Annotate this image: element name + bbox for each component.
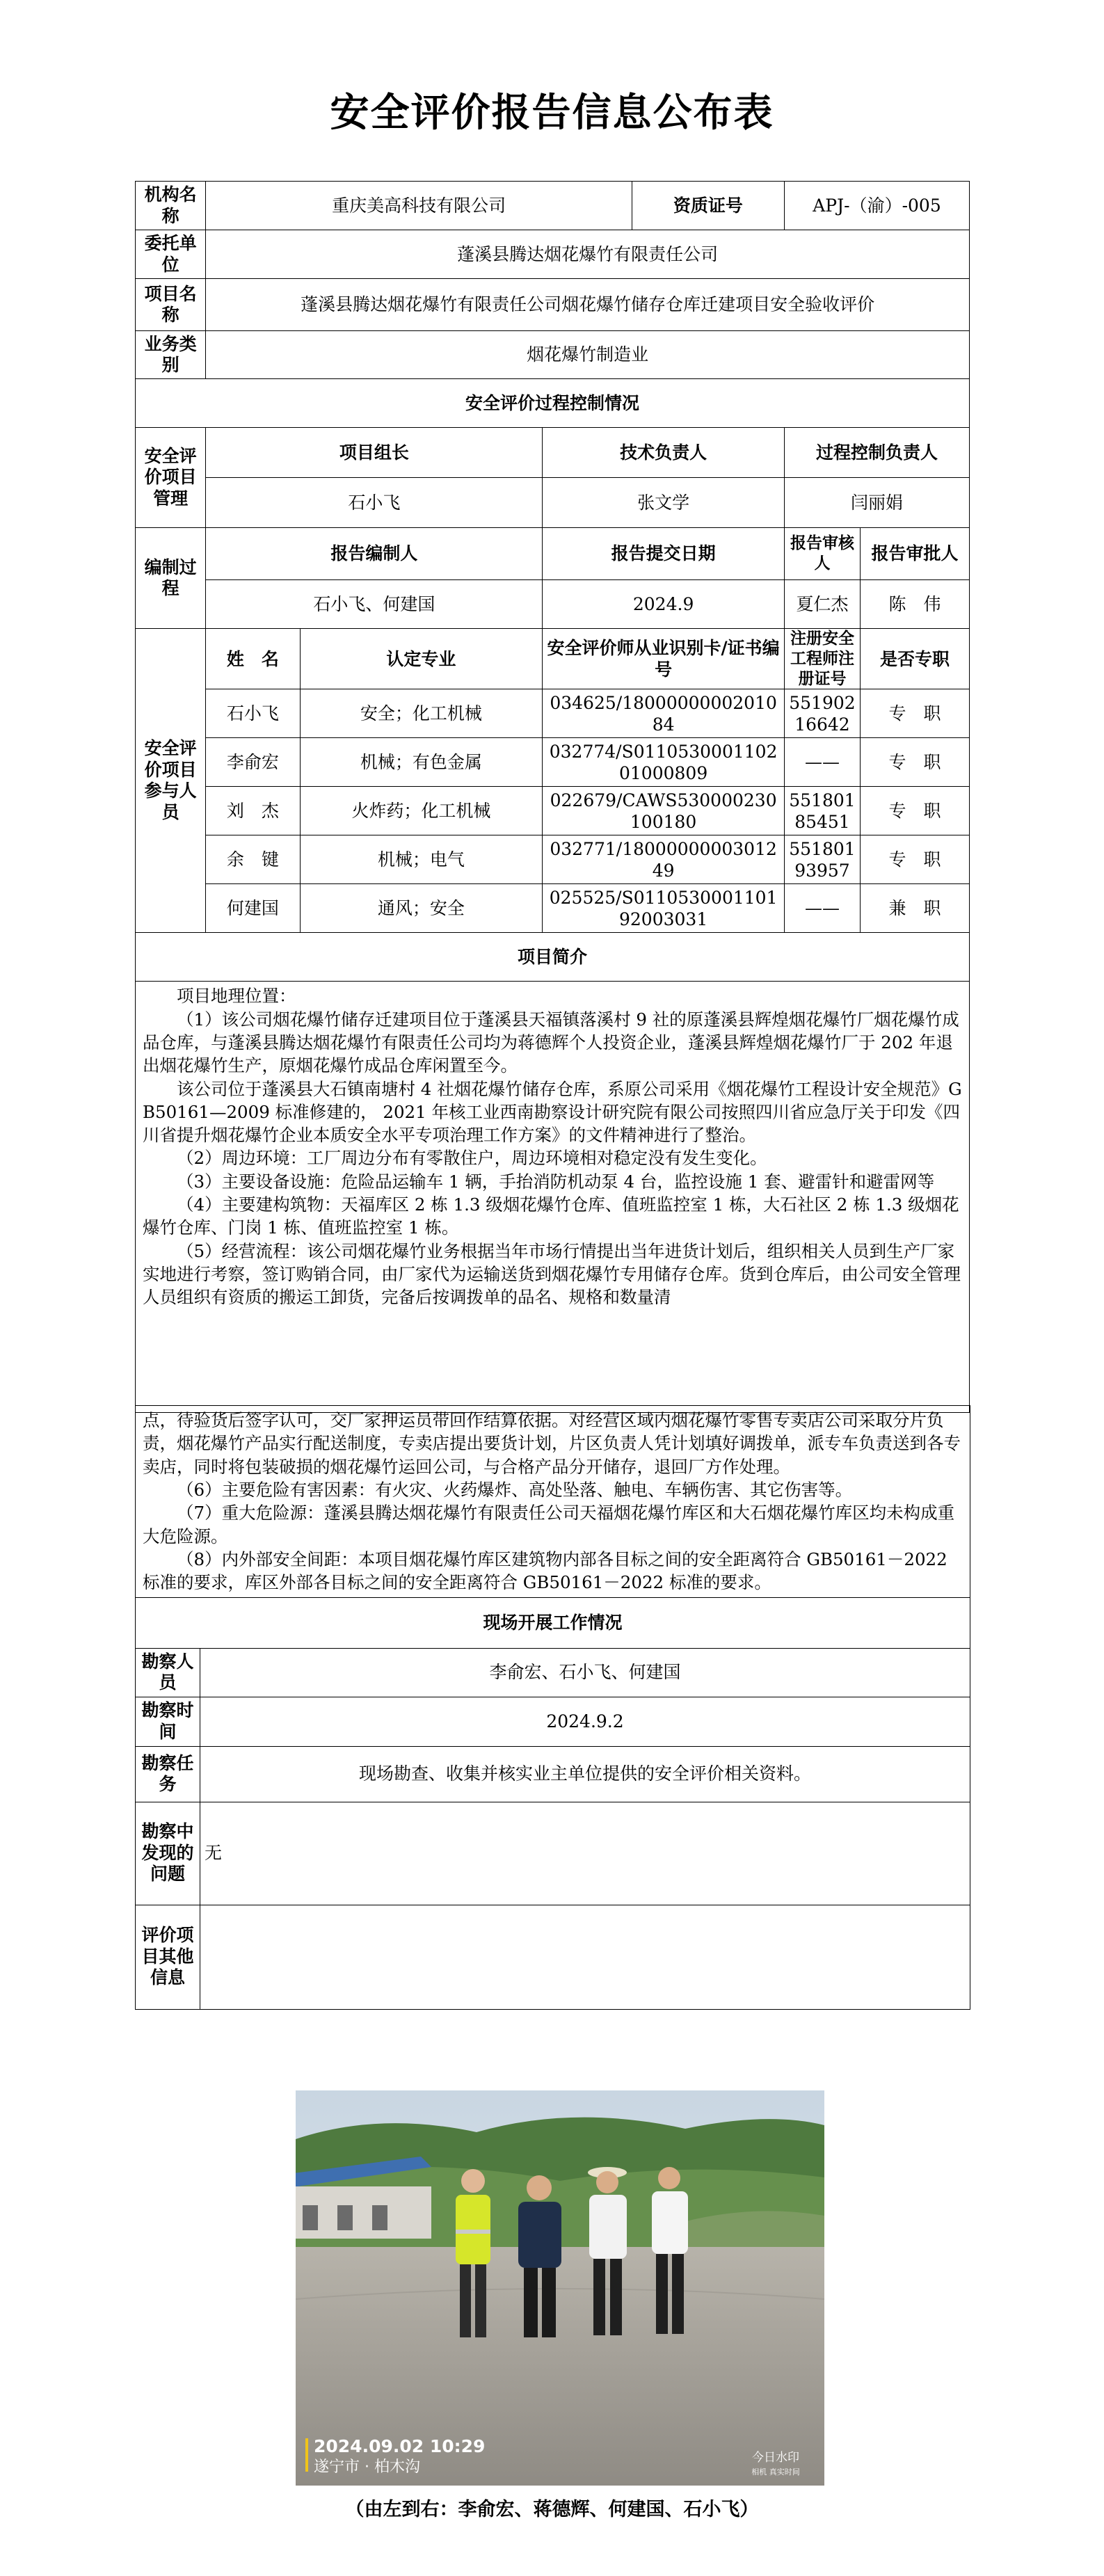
leader-value: 石小飞 <box>206 478 543 528</box>
business-label: 业务类别 <box>136 331 206 379</box>
client-value: 蓬溪县腾达烟花爆竹有限责任公司 <box>206 230 970 279</box>
participants-label: 安全评价项目参与人员 <box>136 629 206 933</box>
business-value: 烟花爆竹制造业 <box>206 331 970 379</box>
intro-paragraph: （6）主要危险有害因素：有火灾、火药爆炸、高处坠落、触电、车辆伤害、其它伤害等。 <box>177 1479 853 1500</box>
participant-name: 余 键 <box>206 835 300 884</box>
intro-text-part1 <box>136 982 970 1413</box>
site-photo <box>296 2090 824 2486</box>
participants-header-major: 认定专业 <box>300 629 543 689</box>
leader-label: 项目组长 <box>206 428 543 478</box>
participants-header-card: 安全评价师从业识别卡/证书编号 <box>543 629 785 689</box>
site-people-label: 勘察人员 <box>136 1648 200 1697</box>
site-photo-illustration <box>296 2090 824 2486</box>
info-table-1 <box>135 181 970 1413</box>
ctrl-value: 闫丽娟 <box>784 478 969 528</box>
approver-label: 报告审批人 <box>860 528 969 580</box>
photo-caption: （由左到右：李俞宏、蒋德辉、何建国、石小飞） <box>345 2499 759 2520</box>
participant-card: 034625/1800000000201084 <box>543 689 785 738</box>
participant-name: 刘 杰 <box>206 787 300 835</box>
participant-ft: 专 职 <box>860 835 969 884</box>
site-task-value: 现场勘查、收集并核实业主单位提供的安全评价相关资料。 <box>200 1746 970 1802</box>
participant-ft: 专 职 <box>860 738 969 787</box>
cert-value: APJ-（渝）-005 <box>784 182 969 230</box>
intro-paragraph: 项目地理位置： <box>177 986 296 1007</box>
participant-name: 石小飞 <box>206 689 300 738</box>
participant-ft: 兼 职 <box>860 884 969 933</box>
intro-paragraph: （8）内外部安全间距：本项目烟花爆竹库区建筑物内部各目标之间的安全距离符合 GB50161－2022 标准的要求，库区外部各目标之间的安全距离符合 GB50161－2022 标准的要求。 <box>143 1549 947 1593</box>
photo-timestamp: 2024.09.02 10:29 <box>314 2436 486 2456</box>
info-table-2 <box>135 1405 970 2010</box>
participant-row <box>136 884 970 933</box>
participant-name: 何建国 <box>206 884 300 933</box>
participant-major: 机械；电气 <box>300 835 543 884</box>
mgmt-label: 安全评价项目管理 <box>136 428 206 528</box>
participant-card: 032774/S011053000110201000809 <box>543 738 785 787</box>
site-time-label: 勘察时间 <box>136 1697 200 1746</box>
participant-reg: —— <box>784 738 860 787</box>
intro-paragraph: （1）该公司烟花爆竹储存迁建项目位于蓬溪县天福镇落溪村 9 社的原蓬溪县辉煌烟花爆竹厂烟花爆竹成品仓库，与蓬溪县腾达烟花爆竹有限责任公司均为蒋德辉个人投资企业，蓬溪县辉煌烟花爆竹厂于 202 年退出烟花爆竹生产，原烟花爆竹成品仓库闲置至今。 <box>143 1009 959 1076</box>
site-other-value <box>200 1905 970 2009</box>
participant-major: 机械；有色金属 <box>300 738 543 787</box>
date-value: 2024.9 <box>543 580 785 629</box>
participant-ft: 专 职 <box>860 689 969 738</box>
participant-reg: 55180185451 <box>784 787 860 835</box>
project-label: 项目名称 <box>136 279 206 331</box>
participant-major: 通风；安全 <box>300 884 543 933</box>
reviewer-value: 夏仁杰 <box>784 580 860 629</box>
site-section-title: 现场开展工作情况 <box>136 1597 970 1648</box>
tech-label: 技术负责人 <box>543 428 785 478</box>
approver-value: 陈 伟 <box>860 580 969 629</box>
authors-value: 石小飞、何建国 <box>206 580 543 629</box>
participant-row <box>136 787 970 835</box>
intro-text-part2 <box>136 1406 970 1598</box>
client-label: 委托单位 <box>136 230 206 279</box>
intro-paragraph: （2）周边环境：工厂周边分布有零散住户，周边环境相对稳定没有发生变化。 <box>177 1148 767 1169</box>
site-time-value: 2024.9.2 <box>200 1697 970 1746</box>
org-value: 重庆美高科技有限公司 <box>206 182 632 230</box>
intro-paragraph: 该公司位于蓬溪县大石镇南塘村 4 社烟花爆竹储存仓库，系原公司采用《烟花爆竹工程设计安全规范》GB50161—2009 标准修建的， 2021 年核工业西南勘察设计研究院有限公司按照四川省应急厅关于印发《四川省提升烟花爆竹企业本质安全水平专项治理工作方案》的文件精神进行了整治。 <box>143 1078 962 1146</box>
intro-paragraph: （4）主要建构筑物：天福库区 2 栋 1.3 级烟花爆竹仓库、值班监控室 1 栋，大石社区 2 栋 1.3 级烟花爆竹仓库、门岗 1 栋、值班监控室 1 栋。 <box>143 1194 959 1238</box>
intro-section-title: 项目简介 <box>136 933 970 982</box>
intro-paragraph: 点，待验货后签字认可，交厂家押运员带回作结算依据。对经营区域内烟花爆竹零售专卖店公司采取分片负责，烟花爆竹产品实行配送制度，专卖店提出要货计划，片区负责人凭计划填好调拨单，派专车负责送到各专卖店，同时将包装破损的烟花爆竹运回公司，与合格产品分开储存，退回厂方作处理。 <box>143 1410 961 1477</box>
intro-paragraph: （5）经营流程：该公司烟花爆竹业务根据当年市场行情提出当年进货计划后，组织相关人员到生产厂家实地进行考察，签订购销合同，由厂家代为运输送货到烟花爆竹专用储存仓库。货到仓库后，由公司安全管理人员组织有资质的搬运工卸货，完备后按调拨单的品名、规格和数量清 <box>143 1240 961 1308</box>
participant-card: 022679/CAWS530000230100180 <box>543 787 785 835</box>
photo-location: 遂宁市 · 柏木沟 <box>314 2458 420 2476</box>
participant-ft: 专 职 <box>860 787 969 835</box>
project-value: 蓬溪县腾达烟花爆竹有限责任公司烟花爆竹储存仓库迁建项目安全验收评价 <box>206 279 970 331</box>
photo-watermark-sub: 相机 真实时间 <box>751 2467 800 2477</box>
tech-value: 张文学 <box>543 478 785 528</box>
reviewer-label: 报告审核人 <box>784 528 860 580</box>
participant-major: 安全；化工机械 <box>300 689 543 738</box>
page-title: 安全评价报告信息公布表 <box>330 90 774 136</box>
participant-row <box>136 689 970 738</box>
date-label: 报告提交日期 <box>543 528 785 580</box>
participant-card: 032771/1800000000301249 <box>543 835 785 884</box>
site-issues-value: 无 <box>200 1802 970 1905</box>
intro-paragraph: （7）重大危险源：蓬溪县腾达烟花爆竹有限责任公司天福烟花爆竹库区和大石烟花爆竹库区均未构成重大危险源。 <box>143 1503 955 1546</box>
site-people-value: 李俞宏、石小飞、何建国 <box>200 1648 970 1697</box>
site-task-label: 勘察任务 <box>136 1746 200 1802</box>
photo-watermark: 今日水印 <box>752 2451 799 2465</box>
compile-label: 编制过程 <box>136 528 206 629</box>
cert-label: 资质证号 <box>632 182 784 230</box>
site-issues-label: 勘察中发现的问题 <box>136 1802 200 1905</box>
ctrl-label: 过程控制负责人 <box>784 428 969 478</box>
participant-row <box>136 738 970 787</box>
process-section-title: 安全评价过程控制情况 <box>136 379 970 428</box>
participant-reg: 55190216642 <box>784 689 860 738</box>
participants-header-ft: 是否专职 <box>860 629 969 689</box>
participant-card: 025525/S011053000110192003031 <box>543 884 785 933</box>
participants-header-name: 姓 名 <box>206 629 300 689</box>
participant-reg: 55180193957 <box>784 835 860 884</box>
intro-paragraph: （3）主要设备设施：危险品运输车 1 辆，手抬消防机动泵 4 台，监控设施 1 套、避雷针和避雷网等 <box>177 1171 935 1192</box>
author-label: 报告编制人 <box>206 528 543 580</box>
site-other-label: 评价项目其他信息 <box>136 1905 200 2009</box>
org-label: 机构名称 <box>136 182 206 230</box>
participant-name: 李俞宏 <box>206 738 300 787</box>
participant-reg: —— <box>784 884 860 933</box>
participants-header-reg: 注册安全工程师注册证号 <box>784 629 860 689</box>
participant-major: 火炸药；化工机械 <box>300 787 543 835</box>
participant-row <box>136 835 970 884</box>
